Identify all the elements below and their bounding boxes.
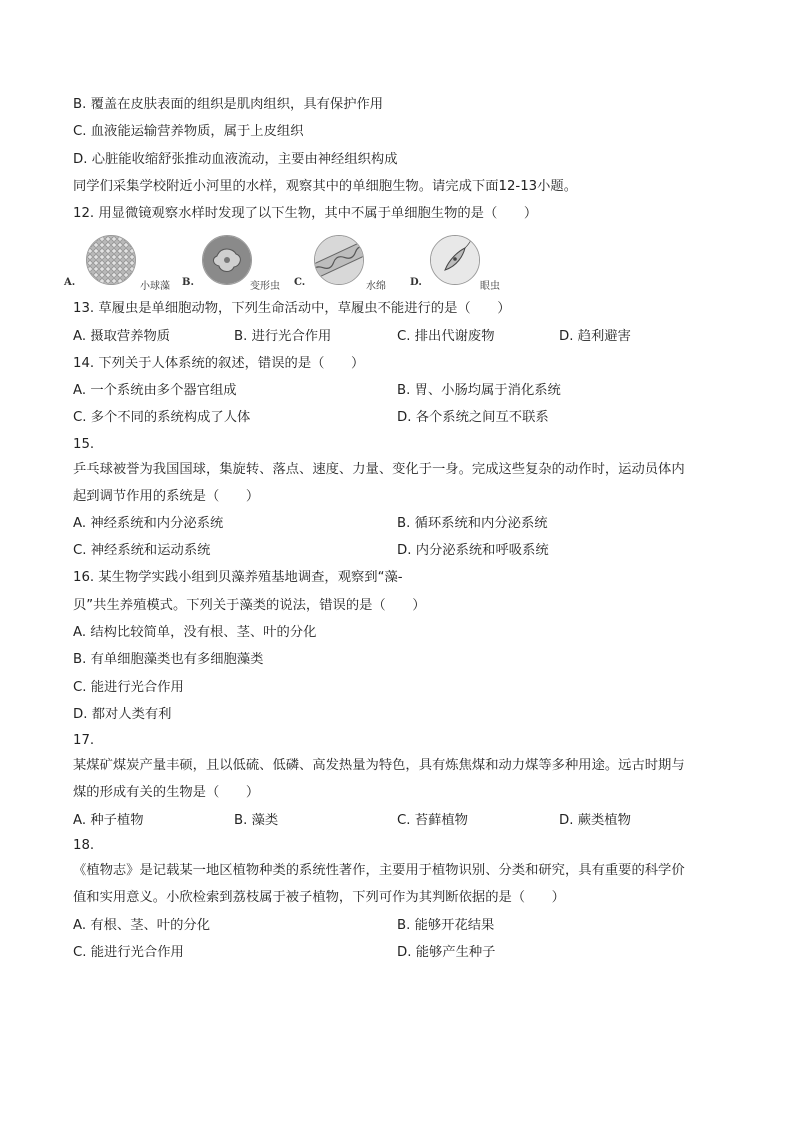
q17-option-d: D. 蕨类植物 <box>559 813 631 828</box>
q14-option-b: B. 胃、小肠均属于消化系统 <box>397 383 561 398</box>
q14-option-a: A. 一个系统由多个器官组成 <box>73 383 237 398</box>
q11-option-c: C. 血液能运输营养物质，属于上皮组织 <box>73 124 304 139</box>
q16-stem-line1: 16. 某生物学实践小组到贝藻养殖基地调查，观察到“藻- <box>73 570 403 585</box>
q13-option-d: D. 趋利避害 <box>559 329 631 344</box>
q15-option-a: A. 神经系统和内分泌系统 <box>73 516 224 531</box>
q17-option-b: B. 藻类 <box>234 813 279 828</box>
q15-stem-line1: 乒乓球被誉为我国国球，集旋转、落点、速度、力量、变化于一身。完成这些复杂的动作时，运动员体内 <box>73 462 685 477</box>
q15-option-d: D. 内分泌系统和呼吸系统 <box>397 543 549 558</box>
q12-caption-a: 小球藻 <box>140 281 170 292</box>
q12-stem: 12. 用显微镜观察水样时发现了以下生物，其中不属于单细胞生物的是（ ） <box>73 206 538 221</box>
q12-image-row <box>60 233 500 292</box>
q18-option-c: C. 能进行光合作用 <box>73 945 184 960</box>
euglena-image <box>430 235 480 285</box>
q16-option-d: D. 都对人类有利 <box>73 707 172 722</box>
q14-option-d: D. 各个系统之间互不联系 <box>397 410 549 425</box>
q12-caption-c: 水绵 <box>366 281 386 292</box>
q18-number: 18. <box>73 838 95 853</box>
q15-stem-line2: 起到调节作用的系统是（ ） <box>73 489 260 504</box>
q16-stem-line2: 贝”共生养殖模式。下列关于藻类的说法，错误的是（ ） <box>73 598 426 613</box>
q18-option-a: A. 有根、茎、叶的分化 <box>73 918 210 933</box>
q14-stem: 14. 下列关于人体系统的叙述，错误的是（ ） <box>73 356 365 371</box>
q11-option-d: D. 心脏能收缩舒张推动血液流动，主要由神经组织构成 <box>73 152 398 167</box>
q13-option-c: C. 排出代谢废物 <box>397 329 495 344</box>
q13-option-a: A. 摄取营养物质 <box>73 329 171 344</box>
q18-stem-line2: 值和实用意义。小欣检索到荔枝属于被子植物，下列可作为其判断依据的是（ ） <box>73 890 565 905</box>
q15-option-c: C. 神经系统和运动系统 <box>73 543 211 558</box>
q18-stem-line1: 《植物志》是记载某一地区植物种类的系统性著作，主要用于植物识别、分类和研究，具有重要的科学价 <box>73 863 685 878</box>
q18-option-d: D. 能够产生种子 <box>397 945 496 960</box>
q12-letter-d: D. <box>410 277 422 288</box>
q16-option-b: B. 有单细胞藻类也有多细胞藻类 <box>73 652 264 667</box>
q17-number: 17. <box>73 733 95 748</box>
q12-caption-d: 眼虫 <box>480 281 500 292</box>
q13-stem: 13. 草履虫是单细胞动物，下列生命活动中，草履虫不能进行的是（ ） <box>73 301 511 316</box>
q17-option-a: A. 种子植物 <box>73 813 144 828</box>
q14-option-c: C. 多个不同的系统构成了人体 <box>73 410 251 425</box>
chlorella-image <box>86 235 136 285</box>
q17-option-c: C. 苔藓植物 <box>397 813 468 828</box>
q18-option-b: B. 能够开花结果 <box>397 918 495 933</box>
q16-option-c: C. 能进行光合作用 <box>73 680 184 695</box>
q11-option-b: B. 覆盖在皮肤表面的组织是肌肉组织，具有保护作用 <box>73 97 384 112</box>
q17-stem-line1: 某煤矿煤炭产量丰硕，且以低硫、低磷、高发热量为特色，具有炼焦煤和动力煤等多种用途。远古时期与 <box>73 758 685 773</box>
q16-option-a: A. 结构比较简单，没有根、茎、叶的分化 <box>73 625 317 640</box>
spirogyra-image <box>314 235 364 285</box>
q12-caption-b: 变形虫 <box>250 281 280 292</box>
q15-option-b: B. 循环系统和内分泌系统 <box>397 516 548 531</box>
q12-letter-a: A. <box>64 277 76 288</box>
amoeba-image <box>202 235 252 285</box>
q17-stem-line2: 煤的形成有关的生物是（ ） <box>73 785 260 800</box>
q12-letter-c: C. <box>294 277 306 288</box>
q12-letter-b: B. <box>182 277 194 288</box>
q15-number: 15. <box>73 437 95 452</box>
q12-13-intro: 同学们采集学校附近小河里的水样，观察其中的单细胞生物。请完成下面12-13小题。 <box>73 179 578 194</box>
q13-option-b: B. 进行光合作用 <box>234 329 332 344</box>
